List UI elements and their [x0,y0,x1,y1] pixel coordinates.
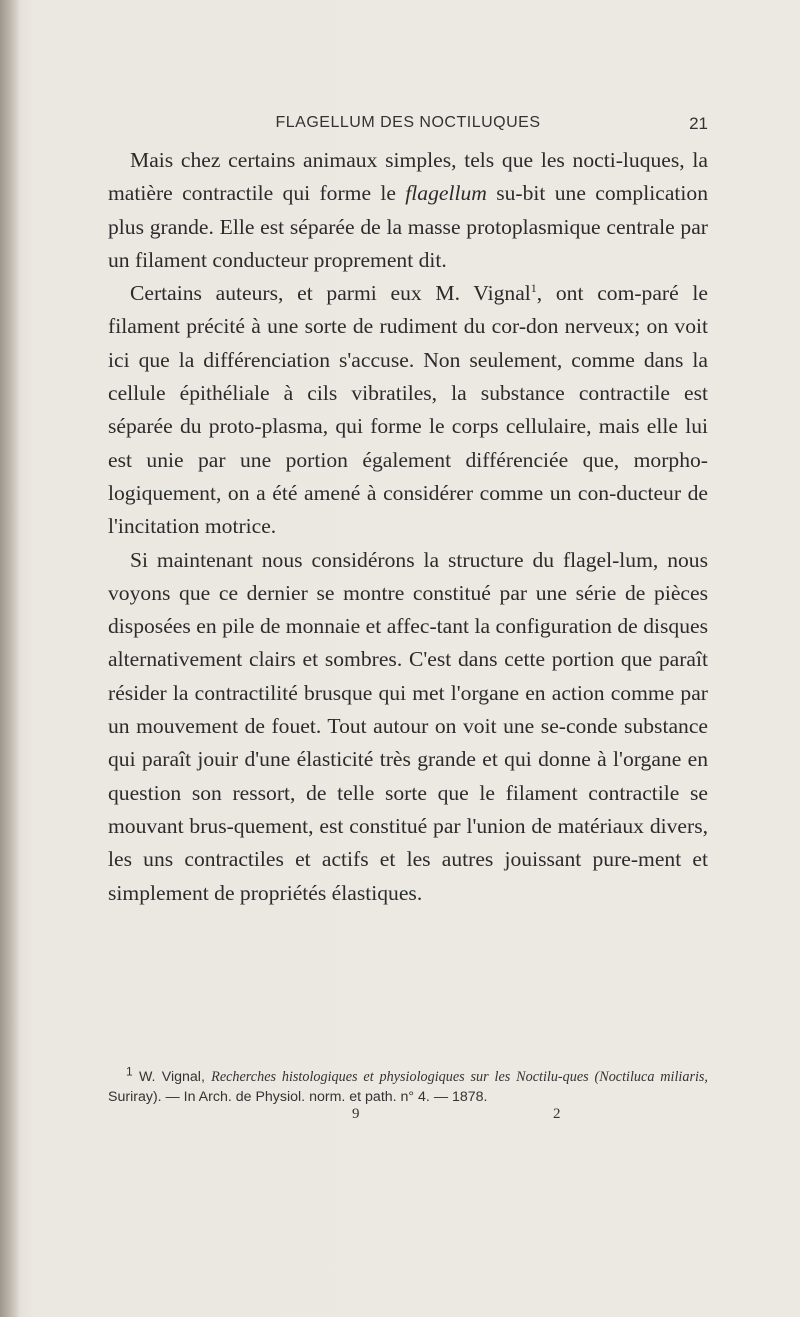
page-number: 21 [689,114,708,133]
signature-mark-right: 2 [553,1106,561,1122]
printer-signatures [108,1106,708,1128]
paragraph-1-text: Mais chez certains animaux simples, tels que les nocti-luques, la matière contractile qui forme le [108,148,708,206]
running-title: FLAGELLUM DES NOCTILUQUES [275,114,541,131]
paragraph-2-text: Certains auteurs, et parmi eux M. Vignal [130,281,531,306]
paragraph-1-text-end: su-bit une complication plus grande. Elle est séparée de la masse protoplasmique centrale par un filament conducteur proprement dit. [108,181,708,272]
paragraph-2 [108,277,708,543]
footnote-title: Recherches histologiques et physiologiques sur les Noctilu-ques (Noctiluca miliaris, [211,1069,708,1085]
footnote-reference: 1 [530,281,537,295]
footnote-entry [108,1064,708,1107]
footnote [108,1064,708,1107]
footnote-author: W. Vignal, [138,1069,212,1085]
paragraph-1 [108,144,708,277]
signature-mark-left: 9 [352,1106,360,1122]
footnote-marker: 1 [126,1064,133,1079]
body-text [108,144,708,910]
paragraph-3: Si maintenant nous considérons la structure du flagel-lum, nous voyons que ce dernier se montre constitué par une série de pièces disposées en pile de monnaie et affec-tant la configuration de disques alternativement clairs et sombres. C'est dans cette portion que paraît résider la contractilité brusque qui met l'organe en action comme par un mouvement de fouet. Tout autour on voit une se-conde substance qui paraît jouir d'une élasticité très grande et qui donne à l'organe en question son ressort, de telle sorte que le filament contractile se mouvant brus-quement, est constitué par l'union de matériaux divers, les uns contractiles et actifs et les autres jouissant pure-ment et simplement de propriétés élastiques. [108,547,708,905]
page-header [108,114,708,138]
footnote-citation: Suriray). — In Arch. de Physiol. norm. et path. n° 4. — 1878. [108,1089,488,1105]
paragraph-2-text-end: , ont com-paré le filament précité à une sorte de rudiment du cor-don nerveux; on voit ici que la différenciation s'accuse. Non seulement, comme dans la cellule épithéliale à cils vibratiles, la substance contractile est séparée du proto-plasma, qui forme le corps cellulaire, mais elle lui est unie par une portion également différenciée que, morpho-logiquement, on a été amené à considérer comme un con-ducteur de l'incitation motrice. [108,281,709,539]
italic-term: flagellum [405,181,487,206]
page-gutter-shadow [0,0,20,1317]
